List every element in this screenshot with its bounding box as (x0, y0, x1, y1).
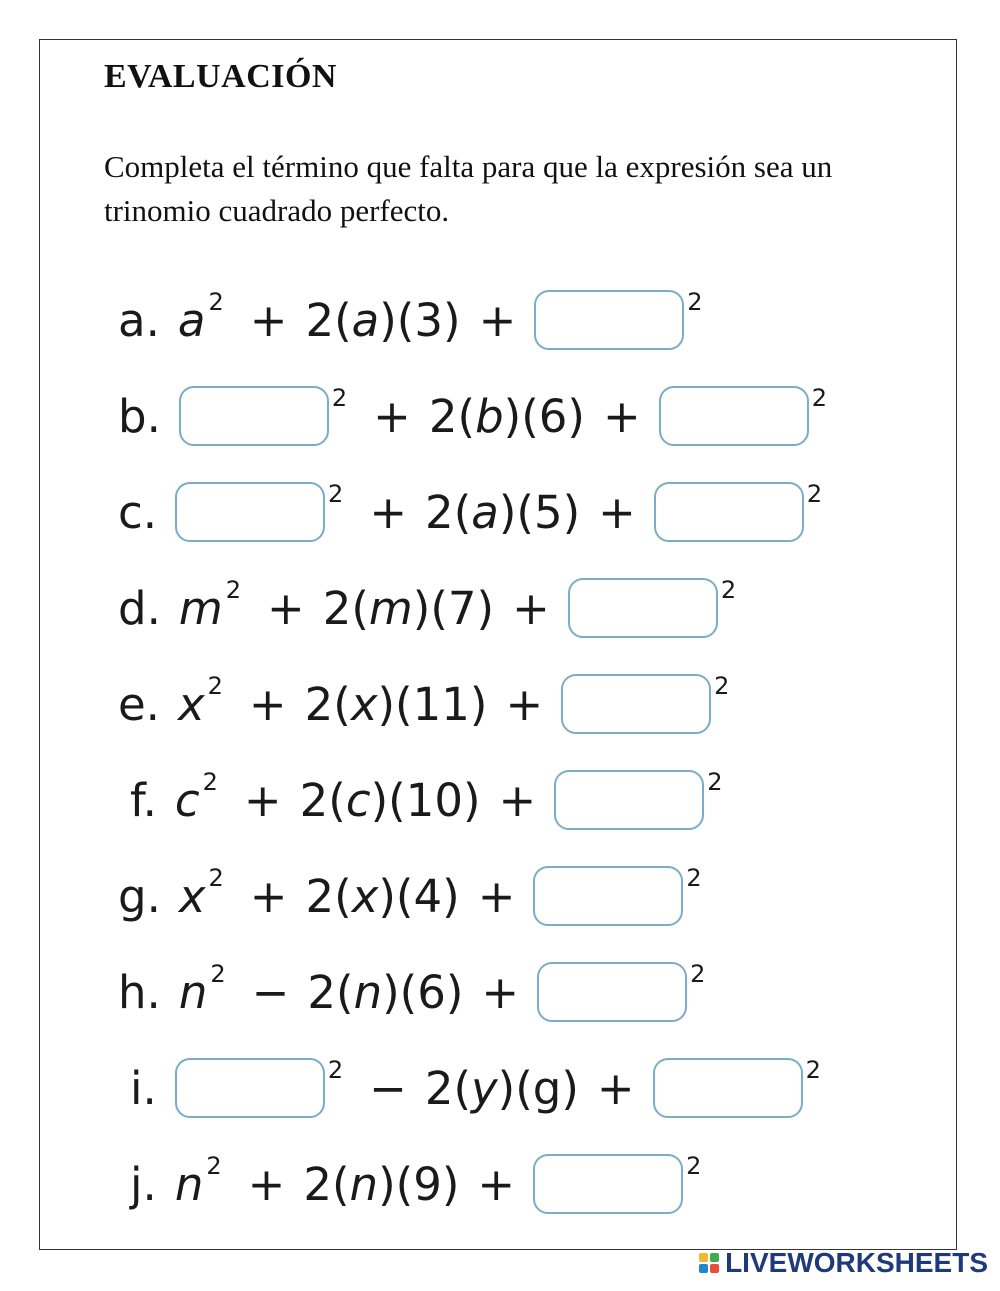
open-paren: ( (334, 869, 352, 923)
middle-number: 5 (533, 485, 563, 539)
first-term-variable: x (178, 869, 206, 923)
exponent: 2 (327, 1056, 344, 1084)
middle-operator: + (247, 1157, 286, 1211)
instruction-text: Completa el término que falta para que la expresión sea un trinomio cuadrado perfecto. (104, 149, 833, 228)
coefficient: 2 (424, 1061, 454, 1115)
middle-variable: m (368, 581, 413, 635)
close-paren: )( (378, 1157, 414, 1211)
exercise-row (130, 1148, 709, 1220)
close-paren: ) (441, 1157, 460, 1211)
middle-variable: n (349, 1157, 379, 1211)
last-term-input-box[interactable] (659, 386, 809, 446)
coefficient: 2 (428, 389, 458, 443)
middle-operator: + (249, 869, 288, 923)
close-paren: )( (497, 1061, 533, 1115)
plus-operator: + (602, 389, 641, 443)
coefficient: 2 (299, 773, 329, 827)
exercise-row (130, 1052, 829, 1124)
exercise-label: e. (118, 677, 160, 731)
close-paren: )( (382, 965, 418, 1019)
middle-number: 9 (413, 1157, 442, 1211)
open-paren: ( (331, 1157, 350, 1211)
middle-variable: a (471, 485, 499, 539)
open-paren: ( (457, 389, 476, 443)
first-term-variable: a (177, 293, 206, 347)
exponent: 2 (690, 960, 706, 988)
exponent: 2 (331, 384, 348, 412)
last-term-input-box[interactable] (561, 674, 711, 734)
exercise-label: i. (130, 1061, 157, 1115)
close-paren: )( (370, 773, 406, 827)
exponent: 2 (806, 480, 823, 508)
middle-variable: x (350, 677, 378, 731)
plus-operator: + (478, 293, 517, 347)
exercise-row (118, 860, 710, 932)
plus-operator: + (477, 1157, 516, 1211)
middle-number: 6 (417, 965, 446, 1019)
last-term-input-box[interactable] (554, 770, 704, 830)
exercise-row (118, 956, 713, 1028)
exponent: 2 (805, 1056, 821, 1084)
open-paren: ( (333, 677, 351, 731)
middle-operator: + (248, 677, 287, 731)
exercise-row (118, 284, 711, 356)
middle-operator: + (243, 773, 282, 827)
middle-number: 7 (447, 581, 477, 635)
exponent: 2 (686, 864, 702, 892)
last-term-input-box[interactable] (654, 482, 804, 542)
page-title: EVALUACIÓN (104, 58, 337, 95)
plus-operator: + (512, 581, 550, 635)
first-term-variable: x (178, 677, 205, 731)
exponent: 2 (686, 1152, 702, 1180)
open-paren: ( (336, 965, 354, 1019)
close-paren: )( (377, 677, 413, 731)
close-paren: )( (412, 581, 448, 635)
exponent: 2 (720, 576, 737, 604)
plus-operator: + (481, 965, 520, 1019)
exercise-row (118, 572, 744, 644)
close-paren: ) (462, 773, 481, 827)
first-term-variable: m (178, 581, 223, 635)
last-term-input-box[interactable] (537, 962, 687, 1022)
first-term-variable: n (178, 965, 208, 1019)
exponent: 2 (208, 288, 224, 316)
middle-number: g (532, 1061, 562, 1115)
exponent: 2 (714, 672, 730, 700)
exponent: 2 (328, 480, 344, 508)
last-term-input-box[interactable] (534, 290, 684, 350)
exercise-label: h. (118, 965, 161, 1019)
close-paren: )( (378, 869, 414, 923)
exponent: 2 (208, 864, 224, 892)
close-paren: ) (562, 485, 581, 539)
close-paren: )( (503, 389, 539, 443)
middle-operator: − (369, 1061, 407, 1115)
middle-operator: − (251, 965, 290, 1019)
coefficient: 2 (307, 965, 336, 1019)
exponent: 2 (207, 672, 223, 700)
middle-operator: + (373, 389, 411, 443)
exercise-label: a. (118, 293, 160, 347)
exponent: 2 (811, 384, 827, 412)
exercise-row (118, 380, 835, 452)
open-paren: ( (334, 293, 352, 347)
plus-operator: + (598, 485, 636, 539)
coefficient: 2 (304, 677, 334, 731)
middle-variable: y (471, 1061, 498, 1115)
middle-operator: + (267, 581, 305, 635)
last-term-input-box[interactable] (533, 866, 683, 926)
middle-variable: x (351, 869, 379, 923)
close-paren: ) (469, 677, 488, 731)
brand-logo (699, 1247, 988, 1279)
close-paren: ) (445, 965, 464, 1019)
last-term-input-box[interactable] (653, 1058, 803, 1118)
middle-number: 6 (538, 389, 568, 443)
close-paren: ) (567, 389, 585, 443)
open-paren: ( (351, 581, 369, 635)
close-paren: )( (379, 293, 415, 347)
middle-number: 4 (413, 869, 443, 923)
exponent: 2 (210, 960, 226, 988)
exercise-row (118, 476, 830, 548)
first-term-input-box[interactable] (179, 386, 329, 446)
exercise-label: b. (118, 389, 161, 443)
middle-number: 3 (414, 293, 444, 347)
plus-operator: + (477, 869, 516, 923)
first-term-variable: n (174, 1157, 204, 1211)
exponent: 2 (202, 768, 218, 796)
exercise-label: d. (118, 581, 161, 635)
open-paren: ( (453, 485, 472, 539)
coefficient: 2 (322, 581, 352, 635)
open-paren: ( (328, 773, 346, 827)
middle-operator: + (249, 293, 288, 347)
exponent: 2 (707, 768, 723, 796)
coefficient: 2 (425, 485, 454, 539)
coefficient: 2 (303, 1157, 332, 1211)
brand-name: LIVEWORKSHEETS (725, 1247, 988, 1278)
exponent: 2 (225, 576, 241, 604)
exponent: 2 (687, 288, 703, 316)
plus-operator: + (498, 773, 537, 827)
close-paren: ) (442, 869, 460, 923)
first-term-variable: c (174, 773, 200, 827)
exercise-label: j. (130, 1157, 157, 1211)
exercise-row (118, 668, 737, 740)
plus-operator: + (505, 677, 544, 731)
exercise-label: f. (130, 773, 157, 827)
first-term-input-box[interactable] (175, 1058, 325, 1118)
middle-variable: c (345, 773, 371, 827)
exercise-label: g. (118, 869, 161, 923)
plus-operator: + (596, 1061, 635, 1115)
middle-number: 11 (412, 677, 470, 731)
middle-variable: a (351, 293, 380, 347)
open-paren: ( (453, 1061, 472, 1115)
coefficient: 2 (305, 869, 335, 923)
last-term-input-box[interactable] (533, 1154, 683, 1214)
exercise-row (130, 764, 731, 836)
close-paren: ) (561, 1061, 579, 1115)
coefficient: 2 (305, 293, 335, 347)
first-term-input-box[interactable] (175, 482, 325, 542)
middle-number: 10 (405, 773, 463, 827)
exercise-label: c. (118, 485, 158, 539)
close-paren: )( (498, 485, 534, 539)
middle-variable: n (353, 965, 383, 1019)
close-paren: ) (443, 293, 461, 347)
close-paren: ) (476, 581, 495, 635)
middle-variable: b (475, 389, 504, 443)
exponent: 2 (206, 1152, 222, 1180)
middle-operator: + (369, 485, 408, 539)
liveworksheets-icon (699, 1253, 719, 1273)
last-term-input-box[interactable] (568, 578, 718, 638)
